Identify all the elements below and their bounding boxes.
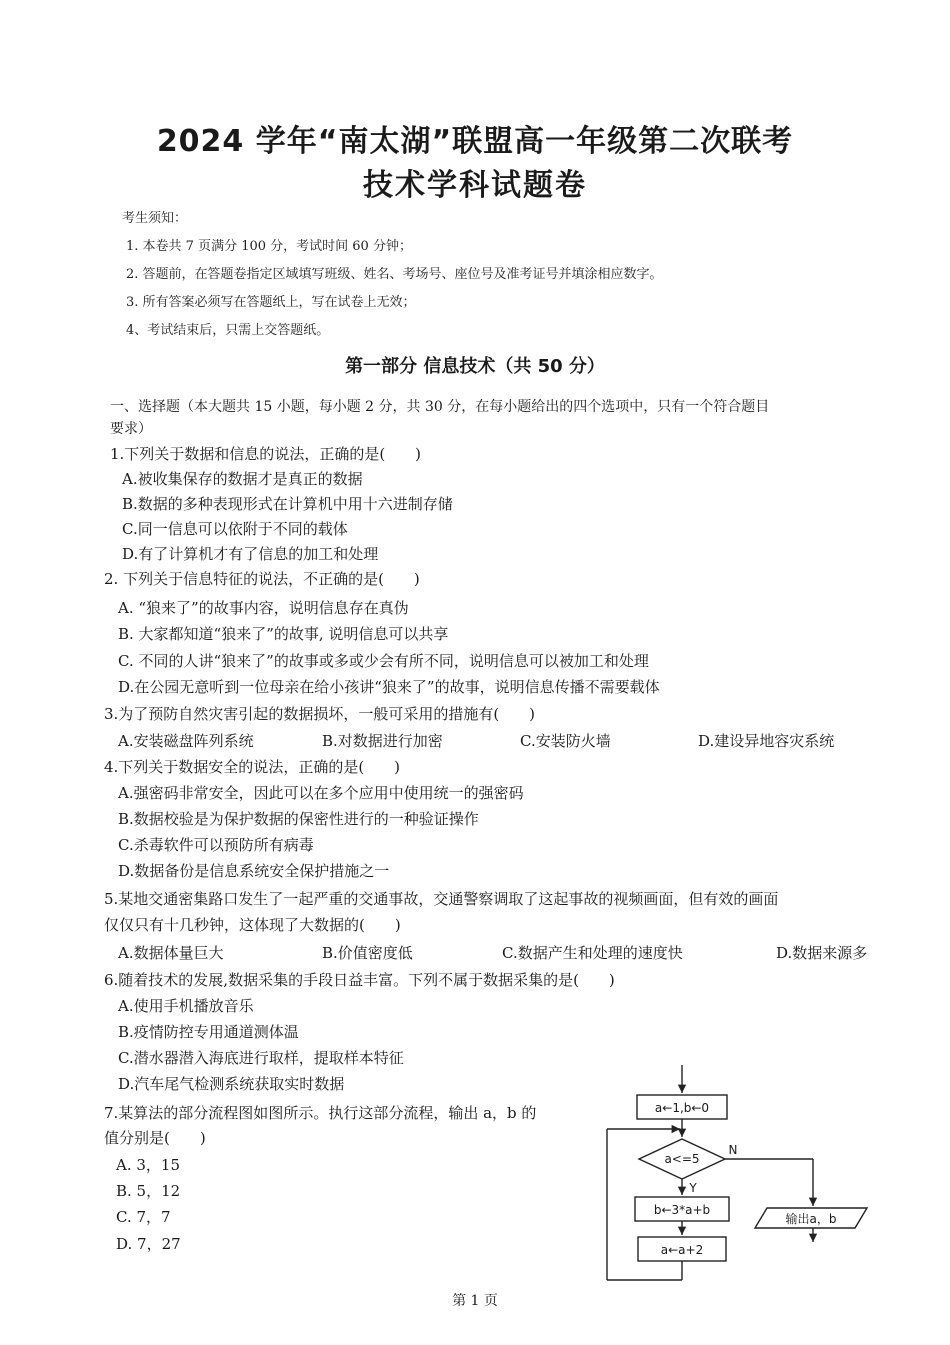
question-1-option-a: A.被收集保存的数据才是真正的数据 — [122, 470, 363, 488]
question-1-stem: 1.下列关于数据和信息的说法，正确的是( ) — [110, 445, 422, 463]
question-4-option-b: B.数据校验是为保护数据的保密性进行的一种验证操作 — [118, 810, 479, 828]
question-7-option-c: C. 7，7 — [116, 1208, 171, 1226]
notice-heading: 考生须知： — [122, 211, 188, 226]
question-3-option-c: C.安装防火墙 — [520, 732, 611, 750]
notice-item: 2. 答题前，在答题卷指定区域填写班级、姓名、考场号、座位号及准考证号并填涂相应数字。 — [126, 267, 663, 282]
question-7-option-b: B. 5，12 — [116, 1182, 181, 1200]
question-3-option-a: A.安装磁盘阵列系统 — [118, 732, 254, 750]
question-2-option-b: B. 大家都知道“狼来了”的故事, 说明信息可以共享 — [118, 625, 449, 643]
flow-step1-text: b←3*a+b — [653, 1203, 711, 1217]
question-5-stem-cont: 仅仅只有十几秒钟，这体现了大数据的( ) — [104, 916, 401, 934]
flow-output-text: 输出a，b — [785, 1212, 837, 1226]
question-5-option-a: A.数据体量巨大 — [118, 944, 224, 962]
question-4-stem: 4.下列关于数据安全的说法，正确的是( ) — [104, 758, 401, 776]
question-7-stem-cont: 值分别是( ) — [104, 1129, 206, 1147]
question-4-option-d: D.数据备份是信息系统安全保护措施之一 — [118, 862, 390, 880]
section-instructions-cont: 要求） — [110, 421, 152, 437]
question-5-option-c: C.数据产生和处理的速度快 — [502, 944, 683, 962]
exam-title: 2024 学年“南太湖”联盟高一年级第二次联考 — [156, 124, 794, 159]
question-5-stem: 5.某地交通密集路口发生了一起严重的交通事故，交通警察调取了这起事故的视频画面，但有效的画面 — [104, 890, 779, 908]
flow-yes-label: Y — [689, 1181, 697, 1195]
notice-item: 4、考试结束后，只需上交答题纸。 — [126, 323, 330, 338]
question-1-option-d: D.有了计算机才有了信息的加工和处理 — [122, 545, 379, 563]
notice-item: 1. 本卷共 7 页满分 100 分，考试时间 60 分钟； — [126, 239, 412, 254]
question-7-option-a: A. 3，15 — [116, 1156, 180, 1174]
question-3-stem: 3.为了预防自然灾害引起的数据损坏，一般可采用的措施有( ) — [104, 705, 536, 723]
flow-cond-text: a<=5 — [664, 1152, 700, 1166]
question-7-stem: 7.某算法的部分流程图如图所示。执行这部分流程，输出 a，b 的 — [104, 1104, 537, 1122]
notice-item: 3. 所有答案必须写在答题纸上，写在试卷上无效； — [126, 295, 416, 310]
page-number: 第 1 页 — [452, 1293, 498, 1309]
question-6-option-d: D.汽车尾气检测系统获取实时数据 — [118, 1075, 345, 1093]
question-1-option-c: C.同一信息可以依附于不同的载体 — [122, 520, 348, 538]
question-5-option-b: B.价值密度低 — [322, 944, 413, 962]
question-4-option-a: A.强密码非常安全，因此可以在多个应用中使用统一的强密码 — [118, 784, 524, 802]
algorithm-flowchart — [595, 1060, 885, 1290]
question-3-option-d: D.建设异地容灾系统 — [698, 732, 835, 750]
question-1-option-b: B.数据的多种表现形式在计算机中用十六进制存储 — [122, 495, 453, 513]
question-6-option-c: C.潜水器潜入海底进行取样，提取样本特征 — [118, 1049, 404, 1067]
question-3-option-b: B.对数据进行加密 — [322, 732, 443, 750]
question-5-option-d: D.数据来源多 — [776, 944, 868, 962]
question-2-stem: 2. 下列关于信息特征的说法，不正确的是( ) — [104, 570, 420, 588]
exam-subtitle: 技术学科试题卷 — [363, 168, 587, 203]
flow-init-text: a←1,b←0 — [654, 1101, 710, 1115]
section-instructions: 一、选择题（本大题共 15 小题，每小题 2 分，共 30 分，在每小题给出的四个选项中，只有一个符合题目 — [110, 399, 770, 415]
question-6-option-a: A.使用手机播放音乐 — [118, 997, 254, 1015]
question-4-option-c: C.杀毒软件可以预防所有病毒 — [118, 836, 314, 854]
question-7-option-d: D. 7，27 — [116, 1235, 181, 1253]
flow-no-label: N — [728, 1143, 738, 1157]
question-2-option-c: C. 不同的人讲“狼来了”的故事或多或少会有所不同，说明信息可以被加工和处理 — [118, 652, 649, 670]
flow-step2-text: a←a+2 — [660, 1243, 704, 1257]
question-2-option-a: A. “狼来了”的故事内容，说明信息存在真伪 — [118, 599, 409, 617]
question-6-stem: 6.随着技术的发展,数据采集的手段日益丰富。下列不属于数据采集的是( ) — [104, 971, 615, 989]
question-2-option-d: D.在公园无意听到一位母亲在给小孩讲“狼来了”的故事，说明信息传播不需要载体 — [118, 678, 660, 696]
question-6-option-b: B.疫情防控专用通道测体温 — [118, 1023, 299, 1041]
part-heading: 第一部分 信息技术（共 50 分） — [345, 356, 605, 377]
